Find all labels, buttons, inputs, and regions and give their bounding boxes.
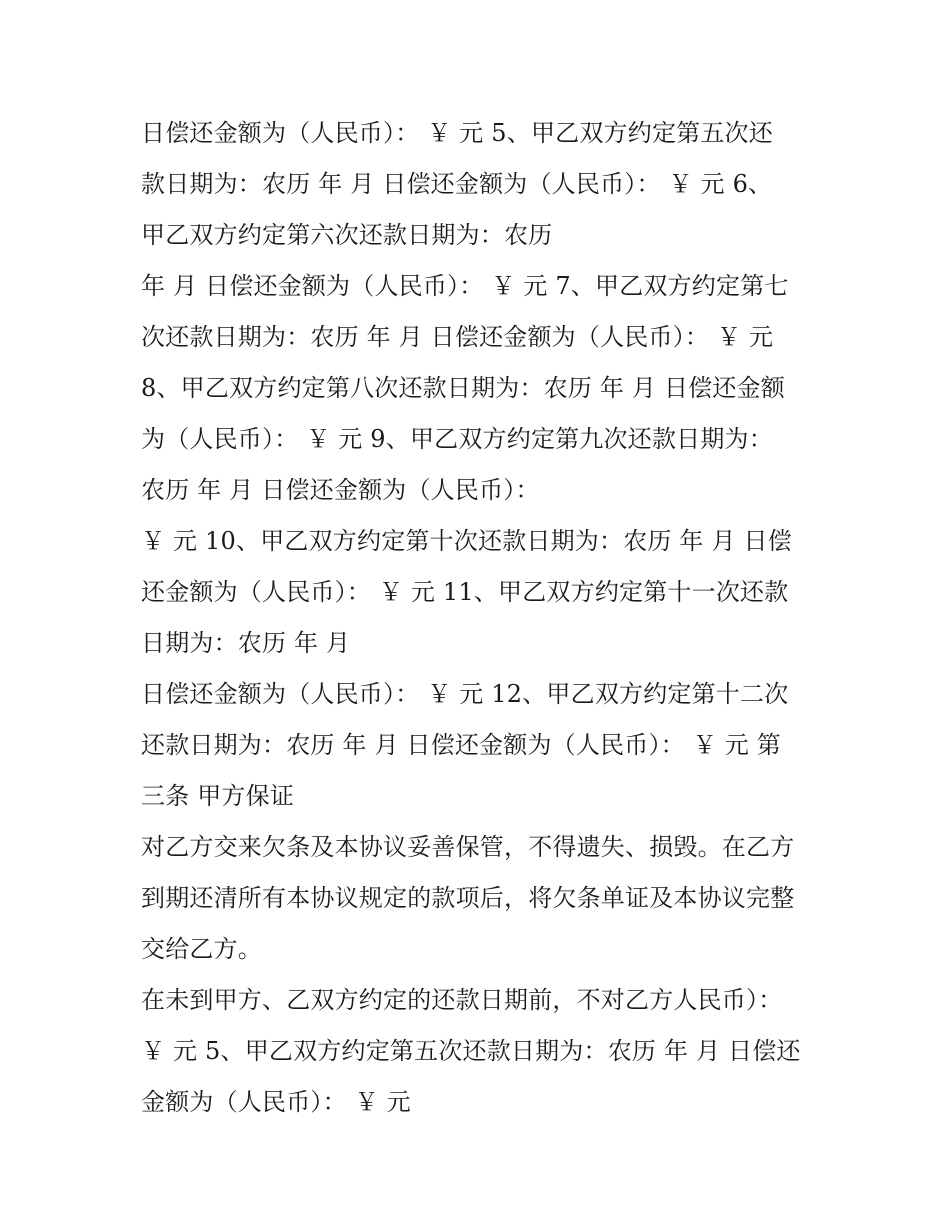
text-line-20: 金额为（人民币）： ￥ 元: [141, 1088, 411, 1116]
text-line-3: 甲乙双方约定第六次还款日期为：农历: [141, 221, 553, 249]
text-line-12: 日偿还金额为（人民币）： ￥ 元 12、甲乙双方约定第十二次: [141, 680, 789, 708]
text-line-2: 款日期为：农历 年 月 日偿还金额为（人民币）： ￥ 元 6、: [141, 170, 773, 198]
text-line-7: 为（人民币）： ￥ 元 9、甲乙双方约定第九次还款日期为：: [141, 425, 773, 453]
text-line-16: 到期还清所有本协议规定的款项后，将欠条单证及本协议完整: [141, 884, 795, 912]
text-line-5: 次还款日期为：农历 年 月 日偿还金额为（人民币）： ￥ 元: [141, 323, 774, 351]
text-line-10: 还金额为（人民币）： ￥ 元 11、甲乙双方约定第十一次还款: [141, 578, 789, 606]
text-line-17: 交给乙方。: [141, 935, 262, 963]
text-line-15: 对乙方交来欠条及本协议妥善保管，不得遗失、损毁。在乙方: [141, 833, 795, 861]
text-line-9: ￥ 元 10、甲乙双方约定第十次还款日期为：农历 年 月 日偿: [141, 527, 792, 555]
text-line-19: ￥ 元 5、甲乙双方约定第五次还款日期为：农历 年 月 日偿还: [141, 1037, 801, 1065]
text-line-4: 年 月 日偿还金额为（人民币）： ￥ 元 7、甲乙双方约定第七: [141, 272, 789, 300]
text-line-18: 在未到甲方、乙双方约定的还款日期前，不对乙方人民币）：: [141, 986, 783, 1014]
text-line-1: 日偿还金额为（人民币）： ￥ 元 5、甲乙双方约定第五次还: [141, 119, 773, 147]
text-line-11: 日期为：农历 年 月: [141, 629, 351, 657]
document-body: [141, 108, 831, 1128]
section-heading: 三条 甲方保证: [141, 782, 295, 810]
text-line-6: 8、甲乙双方约定第八次还款日期为：农历 年 月 日偿还金额: [141, 374, 785, 402]
text-line-8: 农历 年 月 日偿还金额为（人民币）：: [141, 476, 540, 504]
text-line-13: 还款日期为：农历 年 月 日偿还金额为（人民币）： ￥ 元 第: [141, 731, 781, 759]
